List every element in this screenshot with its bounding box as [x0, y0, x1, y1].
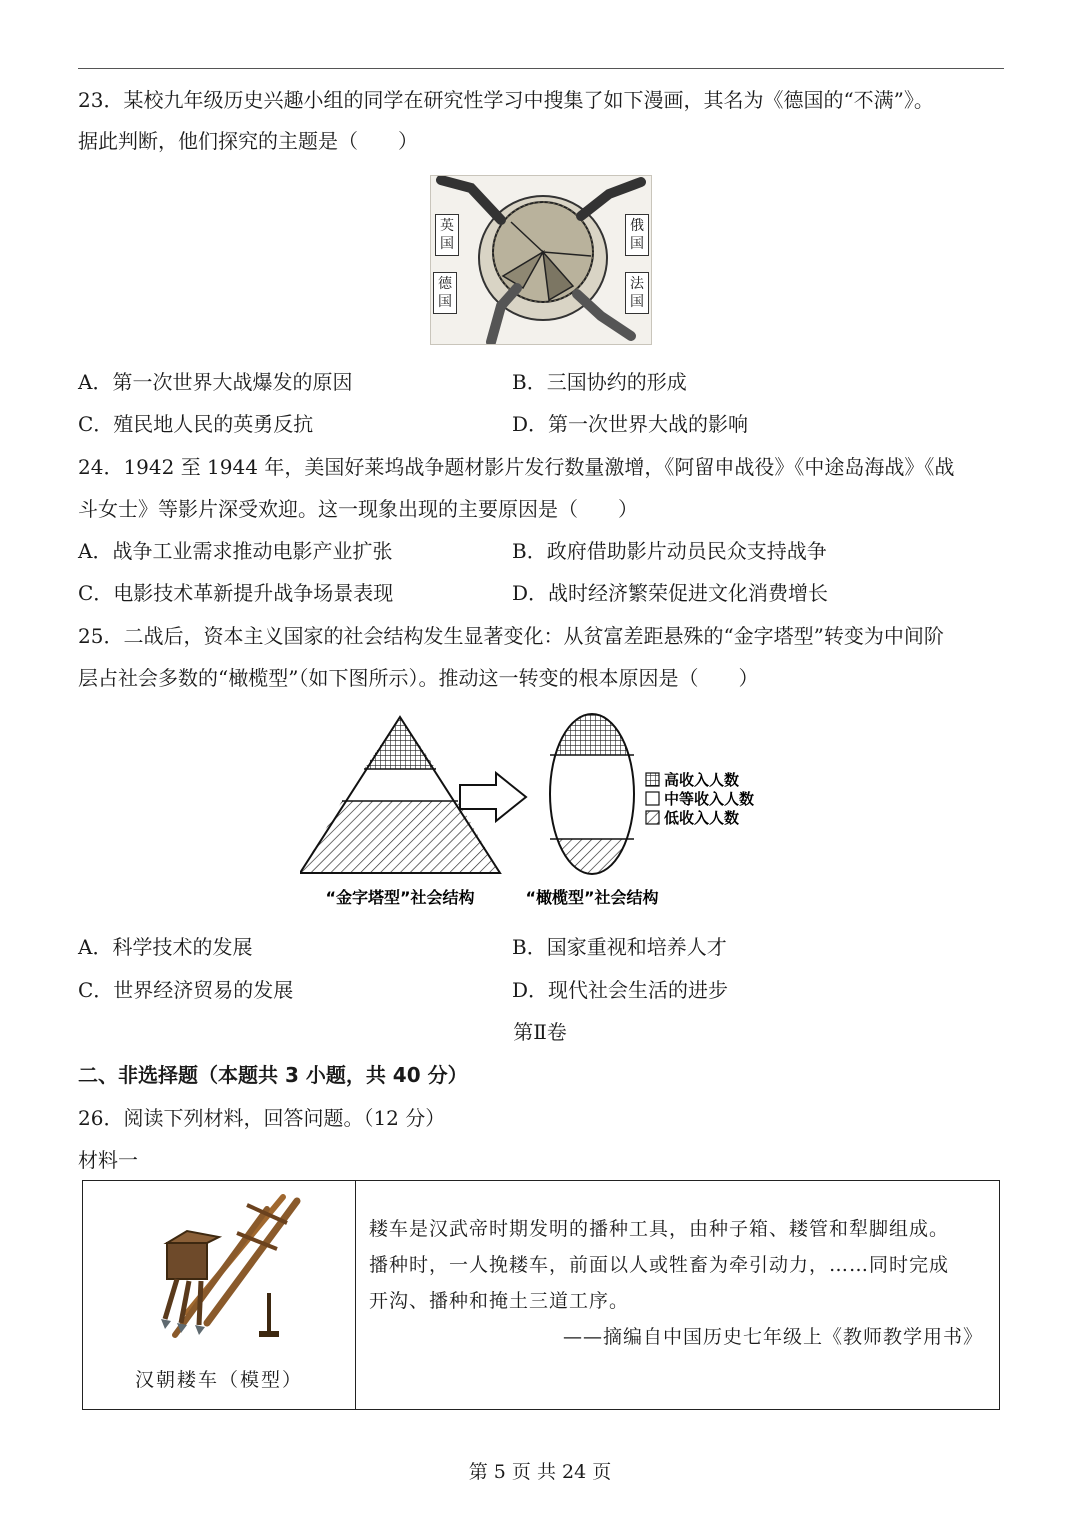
cartoon-drawing [431, 176, 651, 344]
caption-olive: “橄榄型”社会结构 [525, 888, 659, 907]
q24-stem-line1: 24．1942 至 1944 年，美国好莱坞战争题材影片发行数量激增，《阿留申战役》《中途岛海战》《战 [78, 455, 955, 479]
tag-france: 法国 [625, 272, 649, 314]
transition-arrow-icon [460, 773, 526, 821]
q26-stem: 26．阅读下列材料，回答问题。（12 分） [78, 1106, 446, 1130]
pyramid-middle-income [342, 769, 458, 801]
q24-option-d[interactable]: D．战时经济繁荣促进文化消费增长 [512, 581, 829, 605]
material-source: ——摘编自中国历史七年级上《教师教学用书》 [562, 1326, 983, 1348]
part2-title: 第Ⅱ卷 [513, 1020, 567, 1044]
tag-germany: 德国 [433, 272, 457, 314]
q25-option-d[interactable]: D．现代社会生活的进步 [512, 978, 729, 1002]
q24-option-a[interactable]: A．战争工业需求推动电影产业扩张 [78, 539, 393, 563]
legend-high-swatch [646, 773, 659, 786]
q23-option-b[interactable]: B．三国协约的形成 [512, 370, 687, 394]
q25-stem-line1: 25．二战后，资本主义国家的社会结构发生显著变化：从贫富差距悬殊的“金字塔型”转变为中间阶 [78, 624, 944, 648]
q23-option-d[interactable]: D．第一次世界大战的影响 [512, 412, 749, 436]
legend-high-label: 高收入人数 [664, 771, 740, 789]
legend-middle-label: 中等收入人数 [664, 790, 755, 808]
q23-stem-line2: 据此判断，他们探究的主题是（ ） [78, 129, 418, 153]
tag-russia: 俄国 [625, 214, 649, 256]
material-image-cell [83, 1181, 356, 1409]
top-rule [78, 68, 1004, 69]
page-footer: 第 5 页 共 24 页 [468, 1461, 612, 1483]
pyramid-high-income [364, 717, 436, 769]
q23-stem-line1: 23．某校九年级历史兴趣小组的同学在研究性学习中搜集了如下漫画，其名为《德国的“不满”》。 [78, 88, 934, 112]
q24-option-c[interactable]: C．电影技术革新提升战争场景表现 [78, 581, 394, 605]
q24-option-b[interactable]: B．政府借助影片动员民众支持战争 [512, 539, 827, 563]
legend-low-label: 低收入人数 [664, 809, 740, 827]
q25-option-b[interactable]: B．国家重视和培养人才 [512, 935, 727, 959]
tag-britain: 英国 [435, 214, 459, 256]
q25-option-a[interactable]: A．科学技术的发展 [78, 935, 253, 959]
caption-pyramid: “金字塔型”社会结构 [325, 888, 475, 907]
material-text-line1: 耧车是汉武帝时期发明的播种工具，由种子箱、耧管和犁脚组成。 [369, 1218, 950, 1240]
image-caption: 汉朝耧车（模型） [134, 1369, 303, 1391]
legend-low-swatch [646, 811, 659, 824]
q25-option-c[interactable]: C．世界经济贸易的发展 [78, 978, 294, 1002]
q23-option-c[interactable]: C．殖民地人民的英勇反抗 [78, 412, 314, 436]
cartoon-illustration [430, 175, 652, 345]
material-text-cell [369, 1211, 989, 1355]
material-table [82, 1180, 1000, 1410]
social-structure-diagram [300, 705, 800, 925]
material-text-line2: 播种时，一人挽耧车，前面以人或牲畜为牵引动力，……同时完成 [369, 1254, 950, 1276]
seed-drill-model-image [147, 1193, 307, 1353]
material-label: 材料一 [78, 1148, 138, 1172]
legend-middle-swatch [646, 792, 659, 805]
oval-middle-income [550, 755, 640, 839]
q25-stem-line2: 层占社会多数的“橄榄型”（如下图所示）。推动这一转变的根本原因是（ ） [78, 666, 759, 690]
material-text-line3: 开沟、播种和掩土三道工序。 [369, 1290, 630, 1312]
section2-heading: 二、非选择题（本题共 3 小题，共 40 分） [78, 1063, 468, 1087]
q23-option-a[interactable]: A．第一次世界大战爆发的原因 [78, 370, 353, 394]
q24-stem-line2: 斗女士》等影片深受欢迎。这一现象出现的主要原因是（ ） [78, 497, 638, 521]
pyramid-low-income [300, 801, 500, 873]
